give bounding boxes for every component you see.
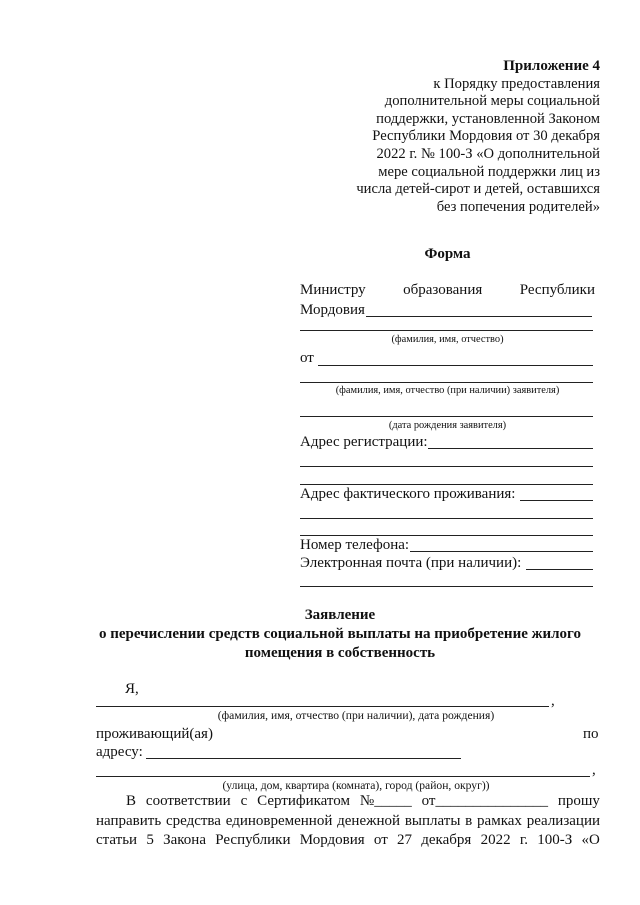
word: 5 (146, 832, 154, 848)
actual-address-field-3[interactable] (300, 535, 593, 536)
minister-word: Республики (519, 282, 595, 298)
reg-address-label: Адрес регистрации: (300, 434, 428, 450)
minister-line (300, 282, 595, 299)
applicant-name-field-2[interactable] (300, 382, 593, 383)
reg-address-field[interactable] (428, 448, 593, 449)
word: прошу (557, 793, 600, 809)
caption-address: (улица, дом, квартира (комната), город (район, округ)) (222, 779, 490, 792)
statement-title: Заявление (304, 607, 376, 623)
address-label: адресу: (96, 744, 143, 760)
comma: , (551, 693, 555, 709)
appendix-title: Приложение 4 (503, 58, 600, 74)
word: Мордовия (299, 832, 365, 848)
paragraph-line (96, 831, 600, 851)
word: 2022 (480, 832, 511, 848)
reg-address-field-3[interactable] (300, 484, 593, 485)
form-label: Форма (424, 246, 471, 262)
minister-word: Министру (300, 282, 366, 298)
certificate-number-field[interactable]: №_____ (359, 793, 412, 809)
word: декабря (421, 832, 472, 848)
word: В (126, 793, 137, 809)
certificate-date-field[interactable]: от_______________ (421, 793, 548, 809)
minister-word: образования (403, 282, 483, 298)
word: статьи (96, 832, 138, 848)
appendix-line: Республики Мордовия от 30 декабря (372, 128, 600, 145)
appendix-block (300, 58, 600, 216)
reg-address-field-2[interactable] (300, 466, 593, 467)
caption-birth: (дата рождения заявителя) (388, 420, 507, 431)
word: «О (581, 832, 600, 848)
phone-label: Номер телефона: (300, 537, 410, 553)
living-label: проживающий(ая) (96, 726, 213, 742)
word: 100-З (537, 832, 573, 848)
paragraph-line (96, 792, 600, 812)
minister-name-field[interactable] (366, 316, 592, 317)
word: с (240, 793, 248, 809)
statement-subtitle: помещения в собственность (244, 645, 436, 661)
paragraph-line: направить средства единовременной денежной выплаты в рамках реализации (96, 812, 600, 829)
appendix-line: дополнительной меры социальной (384, 93, 600, 110)
caption-fio-applicant: (фамилия, имя, отчество (при наличии) заявителя) (335, 385, 560, 396)
word: г. (519, 832, 529, 848)
appendix-line: мере социальной поддержки лиц из (378, 163, 600, 180)
address-field-2[interactable] (96, 776, 590, 777)
comma: , (592, 762, 596, 778)
appendix-line: к Порядку предоставления (433, 75, 600, 92)
word: соответствии (145, 793, 231, 809)
actual-address-field-2[interactable] (300, 518, 593, 519)
word: Республики (215, 832, 291, 848)
caption-fio: (фамилия, имя, отчество) (391, 334, 504, 345)
word: 27 (397, 832, 413, 848)
minister-name-field-2[interactable] (300, 330, 593, 331)
word: Сертификатом (257, 793, 350, 809)
address-field[interactable] (146, 758, 461, 759)
phone-field[interactable] (410, 551, 593, 552)
appendix-line: числа детей-сирот и детей, оставшихся (356, 181, 600, 198)
person-field[interactable] (96, 706, 549, 707)
email-field-2[interactable] (300, 586, 593, 587)
paragraph (96, 792, 600, 851)
birth-date-field[interactable] (300, 416, 593, 417)
word: Закона (163, 832, 206, 848)
appendix-line: 2022 г. № 100-З «О дополнительной (376, 145, 600, 162)
ya-label: Я, (125, 681, 139, 697)
actual-address-label: Адрес фактического проживания: (300, 486, 516, 502)
statement-heading (80, 606, 600, 663)
minister-line-2: Мордовия (300, 302, 365, 318)
appendix-line: без попечения родителей» (436, 198, 600, 215)
from-label: от (300, 350, 314, 366)
statement-subtitle: о перечислении средств социальной выплаты на приобретение жилого (99, 626, 581, 642)
appendix-line: поддержки, установленной Законом (376, 110, 600, 127)
actual-address-field[interactable] (520, 500, 593, 501)
caption-person: (фамилия, имя, отчество (при наличии), дата рождения) (217, 709, 495, 722)
email-field[interactable] (526, 569, 593, 570)
word: от (373, 832, 388, 848)
applicant-name-field[interactable] (318, 365, 593, 366)
email-label: Электронная почта (при наличии): (300, 555, 522, 571)
po-label: по (583, 726, 599, 742)
